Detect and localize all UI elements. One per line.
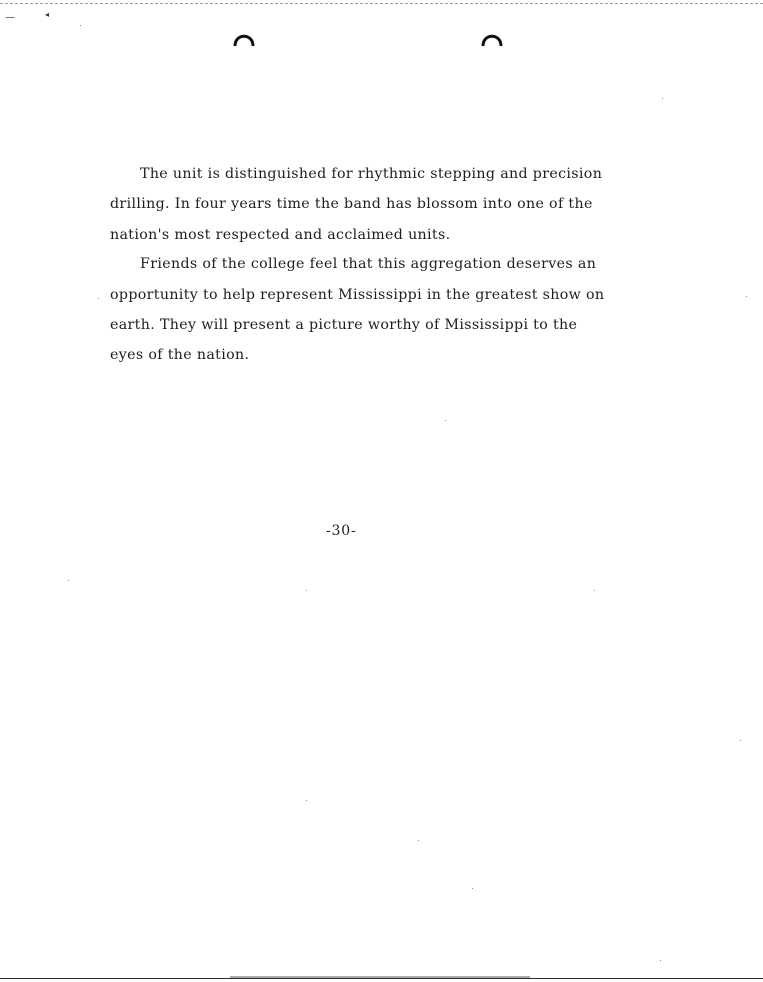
scan-speck xyxy=(472,888,473,889)
scan-speck xyxy=(98,298,99,299)
paragraph-line: The unit is distinguished for rhythmic stepping and precision xyxy=(140,166,603,182)
scan-artifact-mark: ◂ xyxy=(45,10,50,19)
scan-speck xyxy=(445,420,446,421)
paragraph-line: opportunity to help represent Mississippi in the greatest show on xyxy=(110,287,605,303)
scan-speck xyxy=(594,590,595,591)
scan-speck xyxy=(306,800,307,801)
paragraph-line: eyes of the nation. xyxy=(110,347,250,363)
page-number: -30- xyxy=(326,523,357,539)
paragraph-line: drilling. In four years time the band has blossom into one of the xyxy=(110,196,593,212)
scan-speck xyxy=(746,296,747,297)
paragraph-line: nation's most respected and acclaimed units. xyxy=(110,227,451,243)
scan-speck xyxy=(68,580,69,581)
paragraph-line: Friends of the college feel that this aggregation deserves an xyxy=(140,256,597,272)
scan-speck xyxy=(80,25,81,26)
binder-hole-left xyxy=(232,30,256,48)
scan-speck xyxy=(418,840,419,841)
bottom-edge-line xyxy=(0,978,763,979)
scan-artifact-mark: — xyxy=(5,12,15,23)
scan-speck xyxy=(660,960,661,961)
paragraph-line: earth. They will present a picture worthy of Mississippi to the xyxy=(110,317,578,333)
perforation-edge xyxy=(0,3,763,4)
scan-speck xyxy=(662,98,663,99)
scan-speck xyxy=(306,590,307,591)
binder-hole-right xyxy=(480,30,504,48)
scan-speck xyxy=(740,740,741,741)
